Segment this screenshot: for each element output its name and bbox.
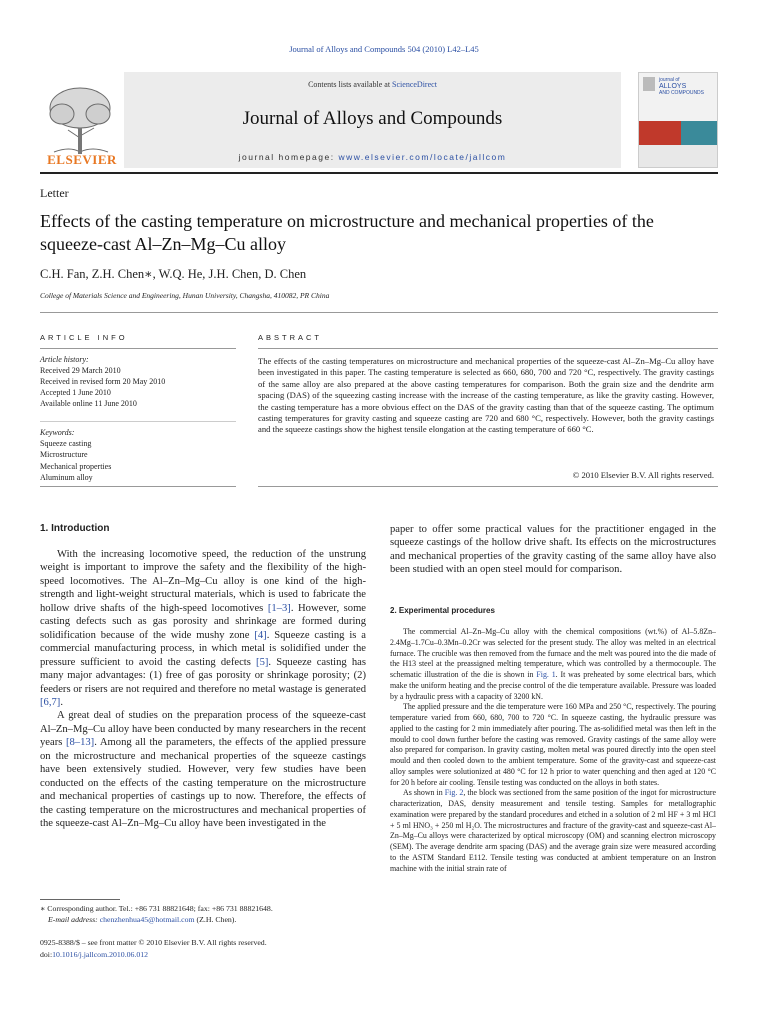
doi-line: doi:10.1016/j.jallcom.2010.06.012 [40,950,149,959]
keyword-item: Mechanical properties [40,461,112,471]
keywords [40,427,111,483]
keyword-item: Microstructure [40,450,88,460]
journal-cover-thumbnail[interactable] [638,72,718,168]
paragraph: As shown in Fig. 2, the block was sectioned from the same position of the ingot for microstructure characterization, DAS, density measurement and tensile testing. Samples for metallographic examination were prepared by the standard procedures and etched in a solution of 2 ml HF + 3 ml HCl + 5 ml HNO₃ + 250 ml H₂O. The microstructures and fracture of the gravity-cast and squeeze-cast Al–Zn–Mg–Cu alloys were characterized by optical microscopy (OM) and scanning electron microscopy (SEM). The average dendrite arm spacing (DAS) and the average grain size were measured according to the ASTM Standard E112. Tensile testing was conducted at ambient temperature on an Instron machine with the initial strain rate of [390,788,717,873]
history-item: Received 29 March 2010 [40,365,121,375]
keyword-item: Aluminum alloy [40,472,93,482]
article-history [40,355,165,410]
divider [40,312,718,313]
journal-homepage: journal homepage: www.elsevier.com/locate/jallcom [238,152,507,162]
copyright-notice: © 2010 Elsevier B.V. All rights reserved. [572,470,714,480]
history-item: Available online 11 June 2010 [40,398,137,408]
history-item: Received in revised form 20 May 2010 [40,376,166,386]
keywords-label: Keywords: [40,428,75,437]
keyword-item: Squeeze casting [40,439,92,449]
sciencedirect-link[interactable]: ScienceDirect [392,80,437,89]
citation-link[interactable]: [1–3] [267,602,291,614]
section-heading-introduction: 1. Introduction [40,523,110,534]
footnote [40,904,366,926]
abstract-text: The effects of the casting temperatures on microstructure and mechanical properties of the squeeze-cast Al–Zn–Mg–Cu alloy have been investigated in this paper. The casting temperature is selected as 660, 680, 700 and 720 °C, respectively. The gravity castings of the same alloy are also prepared at the above casting temperatures for comparison. Both the grain size and the dendrite arm spacing (DAS) of the squeezing casting increase with the increase of the casting temperature, as like the gravity casting. However, the casting temperature has a more obvious effect on the DAS of the gravity casting than that of the squeeze casting. The optimum casting temperatures for gravity casting and squeeze casting are 720 and 680 °C, respectively. However, both the gravity castings and the squeeze castings show the highest tensile elongation at the casting temperature of 660 °C. [258,356,714,435]
introduction-body [40,548,366,831]
divider [258,348,718,349]
front-matter [40,937,380,961]
journal-reference[interactable]: Journal of Alloys and Compounds 504 (2010) L42–L45 [289,44,479,54]
divider [258,486,718,487]
homepage-link[interactable]: www.elsevier.com/locate/jallcom [338,152,507,162]
citation-link[interactable]: [6,7] [40,696,61,708]
article-type: Letter [40,186,69,200]
cover-logo-icon [643,77,655,91]
doi-link[interactable]: 10.1016/j.jallcom.2010.06.012 [52,950,149,959]
publisher-name: ELSEVIER [47,152,117,167]
article-info-heading: ARTICLE INFO [40,333,128,342]
history-item: Accepted 1 June 2010 [40,387,111,397]
citation-link[interactable]: [8–13] [65,737,95,749]
affiliation: College of Materials Science and Engineering, Hunan University, Changsha, 410082, PR China [40,291,330,300]
masthead-rule [40,172,718,174]
corresponding-author: ∗ Corresponding author. Tel.: +86 731 88821648; fax: +86 731 88821648. [40,904,273,913]
cover-bottom-band [639,145,717,167]
issn-line: 0925-8388/$ – see front matter © 2010 Elsevier B.V. All rights reserved. [40,938,267,947]
cover-text-line: journal of [659,77,680,83]
paragraph: The commercial Al–Zn–Mg–Cu alloy with the chemical compositions (wt.%) of Al–5.8Zn–2.4Mg–1.7Cu–0.3Mn–0.2Cr was selected for the present study. The alloy was melted in an electrical furnace. The crucible was then removed from the furnace and the melt was poured into the die made of the H13 steel at the preassigned melting temperature, which was controlled by a thermocouple. The schematic illustration of the die is shown in Fig. 1. It was preheated by some electrical bars, which make the uniform heating and the precise control of the die temperature available. Pressure was loaded by a hydraulic press with a capacity of 3200 kN. [390,627,716,701]
author-list[interactable]: C.H. Fan, Z.H. Chen∗, W.Q. He, J.H. Chen, D. Chen [40,267,307,281]
divider [40,348,236,349]
cover-text-line: ALLOYS [659,83,687,90]
divider [40,421,236,422]
cover-red-block [639,121,681,145]
history-label: Article history: [40,355,89,364]
experimental-body [390,627,716,874]
footnote-rule [40,899,120,900]
article-title: Effects of the casting temperature on microstructure and mechanical properties of the squeeze-cast Al–Zn–Mg–Cu alloy [40,211,654,254]
contents-line: Contents lists available at ScienceDirect [308,80,437,89]
masthead [40,72,718,168]
journal-banner [124,72,621,168]
cover-text-line: AND COMPOUNDS [659,90,705,96]
cover-teal-block [681,121,717,145]
section-heading-experimental: 2. Experimental procedures [390,606,495,615]
paragraph: The applied pressure and the die temperature were 160 MPa and 250 °C, respectively. The pouring temperature varied from 660, 680, 700 to 720 °C. In squeeze casting, the hydraulic pressure was applied to the casting for 2 min immediately after pouring. The as-solidified metal was then left in the mould to cool down further before the casting was removed. Gravity castings of the same alloy were also prepared for comparison. In gravity casting, molten metal was poured directly into the open steel mould and then cooled down to the ambient temperature. Some of the gravity-cast and squeeze-cast alloy samples were solutionized at 480 °C for 12 h prior to water quenching and then aged at 120 °C for 20 h before air cooling. Tensile testing was conducted on the alloys in both states. [390,702,716,787]
email-link[interactable]: chenzhenhua45@hotmail.com [99,914,195,924]
paragraph: With the increasing locomotive speed, the reduction of the unstrung weight is important to improve the safety and the flexibility of the high-speed locomotives. The Al–Zn–Mg–Cu alloy is one kind of the high-strength and light-weight structural materials, which is used to fabricate the hollow drive shafts of the high-speed locomotives [1–3]. However, some casting defects such as gas porosity and shrinkage are formed during solidification because of the wide mushy zone [4]. Squeeze casting is a commercial manufacturing process, in which metal is solidified under the pressure sufficient to avoid the casting defects [5]. Squeeze casting has many major advantages: (1) free of gas porosity or shrinkage porosity; (2) feeders or risers are not required and therefore no metal wastage is generated [6,7]. [40,549,367,708]
introduction-continued: paper to offer some practical values for the practitioner engaged in the squeeze castings of the hollow drive shaft. Its effects on the microstructures and mechanical properties of the gravity casting of the same alloy have also been studied with an open steel mould for comparison. [390,524,716,576]
citation-link[interactable]: [4] [254,629,267,641]
email-line: E-mail address: chenzhenhua45@hotmail.com (Z.H. Chen). [48,914,237,924]
paragraph: A great deal of studies on the preparation process of the squeeze-cast Al–Zn–Mg–Cu alloy have been conducted by many researchers in the recent years [8–13]. Among all the parameters, the effects of the applied pressure on the microstructure and mechanical properties of the squeeze castings have been extensively studied. However, very few studies have been conducted on the effects of the casting temperature on the microstructure and mechanical properties of castings up to now. Therefore, the effects of the casting temperature on the microstructures and mechanical properties of the squeeze-cast Al–Zn–Mg–Cu alloy have been investigated in the [40,710,367,830]
figure-link[interactable]: Fig. 1 [536,670,556,679]
abstract-heading: ABSTRACT [258,333,323,342]
citation-link[interactable]: [5] [256,656,269,668]
figure-link[interactable]: Fig. 2 [444,788,464,798]
elsevier-logo[interactable] [40,80,124,168]
divider [40,486,236,487]
journal-title: Journal of Alloys and Compounds [242,108,503,129]
